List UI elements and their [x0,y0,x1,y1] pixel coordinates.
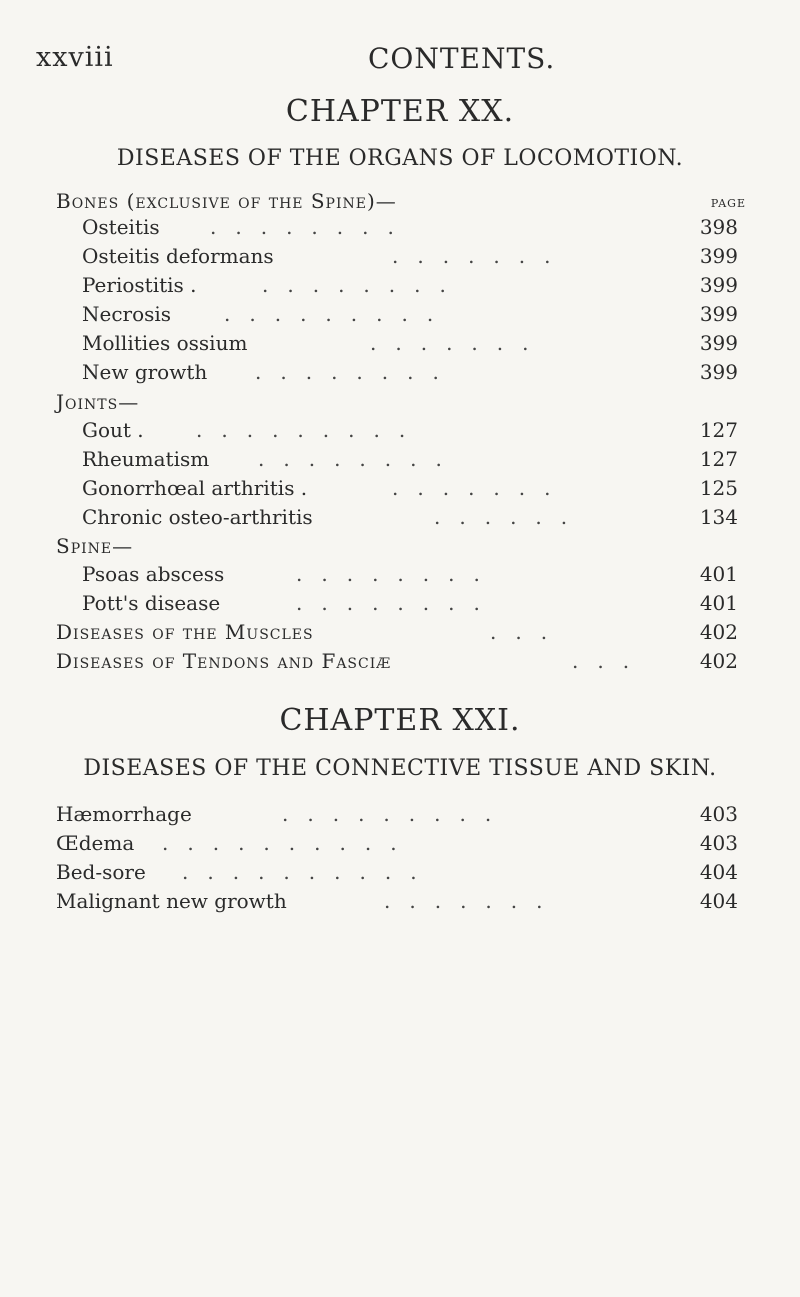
bones-heading: Bones (exclusive of the Spine)— [56,189,397,213]
leader-dots: ........ [258,447,461,471]
leader-dots: ........ [262,273,465,297]
toc-entry [0,562,800,592]
leader-dots: ......... [196,418,425,442]
entry-page: 127 [699,447,738,471]
toc-entry [0,476,800,506]
entry-label: Œdema [56,831,135,855]
entry-label: Hæmorrhage [56,802,192,826]
leader-dots: .......... [162,831,416,855]
entry-page: 134 [699,505,738,529]
entry-page: 402 [699,620,738,644]
leader-dots: ........ [296,562,499,586]
entry-page: 399 [699,360,738,384]
entry-page: 402 [699,649,738,673]
leader-dots: ........ [255,360,458,384]
leader-dots: ....... [370,331,548,355]
toc-entry [0,302,800,332]
chapter-xx-subtitle: DISEASES OF THE ORGANS OF LOCOMOTION. [116,146,684,171]
toc-entry [0,860,800,890]
toc-entry [0,244,800,274]
leader-dots: ........ [296,591,499,615]
entry-page: 404 [699,860,738,884]
chapter-xxi-title: CHAPTER XXI. [279,703,521,738]
entry-page: 399 [699,302,738,326]
entry-label: Diseases of Tendons and Fasciæ [56,649,392,673]
entry-label: Bed-sore [56,860,146,884]
chapter-xxi-subtitle: DISEASES OF THE CONNECTIVE TISSUE AND SKIN. [83,756,717,781]
toc-entry [0,331,800,361]
entry-label: Chronic osteo-arthritis [82,505,313,529]
entry-label: Diseases of the Muscles [56,620,314,644]
entry-page: 399 [699,331,738,355]
leader-dots: ....... [392,476,570,500]
toc-entry [0,215,800,245]
page-column-label: PAGE [710,197,746,210]
entry-label: Rheumatism [82,447,210,471]
entry-page: 127 [699,418,738,442]
entry-label: Pott's disease [82,591,221,615]
entry-page: 401 [699,591,738,615]
leader-dots: ... [572,649,649,673]
leader-dots: ....... [384,889,562,913]
entry-page: 404 [699,889,738,913]
toc-entry [0,447,800,477]
leader-dots: ... [490,620,567,644]
entry-page: 398 [699,215,738,239]
toc-entry [0,273,800,303]
entry-page: 403 [699,831,738,855]
leader-dots: ...... [434,505,587,529]
entry-label: Osteitis deformans [82,244,274,268]
entry-label: New growth [82,360,208,384]
toc-entry [0,802,800,832]
chapter-xx-title: CHAPTER XX. [285,94,515,129]
entry-page: 403 [699,802,738,826]
toc-entry-tendons [0,649,800,679]
leader-dots: ......... [282,802,511,826]
leader-dots: ........ [210,215,413,239]
entry-label: Osteitis [82,215,160,239]
toc-entry [0,418,800,448]
leader-dots: ......... [224,302,453,326]
leader-dots: .......... [182,860,436,884]
entry-page: 399 [699,244,738,268]
toc-entry [0,591,800,621]
toc-entry-muscles [0,620,800,650]
toc-entry [0,889,800,919]
joints-heading: Joints— [56,390,140,414]
entry-label: Gout . [82,418,144,442]
entry-label: Periostitis . [82,273,197,297]
entry-label: Psoas abscess [82,562,225,586]
entry-label: Necrosis [82,302,172,326]
toc-entry [0,360,800,390]
running-title: CONTENTS. [368,42,556,75]
toc-entry [0,831,800,861]
entry-page: 125 [699,476,738,500]
running-head [36,42,760,82]
leader-dots: ....... [392,244,570,268]
entry-label: Malignant new growth [56,889,287,913]
spine-heading: Spine— [56,534,134,558]
page-folio: xxviii [36,42,114,73]
entry-label: Gonorrhœal arthritis . [82,476,308,500]
entry-label: Mollities ossium [82,331,248,355]
entry-page: 401 [699,562,738,586]
toc-entry [0,505,800,535]
entry-page: 399 [699,273,738,297]
